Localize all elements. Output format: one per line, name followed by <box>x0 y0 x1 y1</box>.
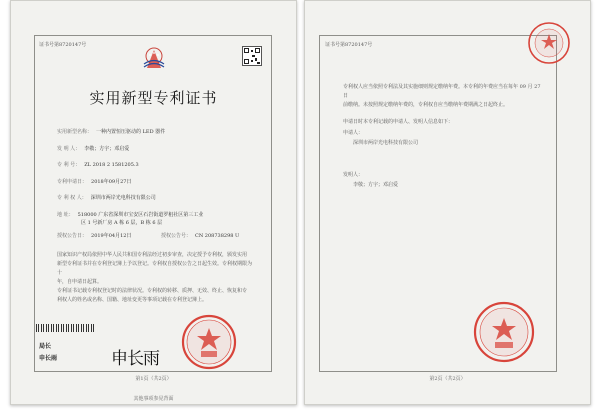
certificate-number: 证书号第8720147号 <box>39 42 87 48</box>
certificate-title: 实用新型专利证书 <box>89 89 218 107</box>
field-label: 专 利 权 人： <box>57 195 87 201</box>
patent-office-logo <box>141 46 167 74</box>
page-number: 第2页（共2页） <box>429 376 466 382</box>
field-value: 518000 广东省深圳市宝安区石岩街道罗租社区第三工业 <box>77 212 204 218</box>
field-utility-model-name <box>57 128 165 135</box>
director-name: 申长雨 <box>39 355 58 362</box>
body-line: 专利证书记载专利权登记时的法律状况。专利权的转移、质押、无效、终止、恢复和专 <box>57 288 248 294</box>
field-value: CN 208738298 U <box>195 233 240 239</box>
field-grant-number <box>161 232 239 239</box>
inventor-label: 发明人： <box>343 172 364 178</box>
body-line: 新型专利证书并在专利登记簿上予以登记。专利权自授权公告之日起生效。专利权期限为十 <box>57 261 253 276</box>
field-label: 地 址： <box>57 212 74 218</box>
field-address <box>57 211 203 218</box>
barcode <box>36 324 96 332</box>
field-label: 发 明 人： <box>57 146 81 152</box>
notice-line: 专利权人应当依照专利法及其实施细则规定缴纳年费。本专利的年费应当在每年 09 月 27 日 <box>343 84 541 99</box>
bottom-note: 其他事项参见背面 <box>133 396 174 402</box>
applicant-info-heading: 申请日时本专利记载的申请人、发明人信息如下： <box>343 119 454 125</box>
official-seal <box>181 314 237 370</box>
qr-code <box>242 46 262 66</box>
applicant-value: 深圳市两岸光电科技有限公司 <box>353 140 419 146</box>
field-inventor <box>57 145 129 152</box>
director-signature: 申长雨 <box>111 349 159 369</box>
field-value: 深圳市两岸光电科技有限公司 <box>90 195 156 201</box>
field-patentee <box>57 194 156 201</box>
field-patent-number <box>57 161 139 168</box>
field-value: 2018年09月27日 <box>91 179 132 185</box>
certificate-body-text <box>57 251 252 305</box>
body-line: 年，自申请日起算。 <box>57 279 103 285</box>
field-value: 区 1 号新厂房 A 栋 6 层，B 栋 6 层 <box>81 220 163 226</box>
field-value: ZL 2018 2 1581205.3 <box>84 162 139 168</box>
certificate-front-page <box>10 0 297 405</box>
field-label: 实用新型名称： <box>57 129 93 135</box>
certificate-back-page <box>304 0 591 405</box>
director-label: 局长 <box>39 343 52 350</box>
official-seal <box>473 301 535 363</box>
body-line: 国家知识产权局依照中华人民共和国专利法经过初步审查，决定授予专利权，颁发实用 <box>57 252 248 258</box>
field-label: 授权公告号： <box>161 233 192 239</box>
body-line: 利权人的姓名或名称、国籍、地址变更等事项记载在专利登记簿上。 <box>57 297 208 303</box>
certificate-number: 证书号第8720147号 <box>325 42 373 48</box>
field-value: 2019年04月12日 <box>91 233 132 239</box>
field-address-line2 <box>77 219 162 226</box>
notice-line: 前缴纳。未按照规定缴纳年费的，专利权自应当缴纳年费期满之日起终止。 <box>343 102 509 108</box>
field-grant-date <box>57 232 131 239</box>
field-label: 授权公告日： <box>57 233 88 239</box>
field-value: 一种内置恒压驱动的 LED 器件 <box>96 129 166 135</box>
field-label: 专 利 号： <box>57 162 81 168</box>
corner-seal <box>527 21 571 65</box>
field-value: 李敬；方宇；邓启爱 <box>84 146 130 152</box>
applicant-label: 申请人： <box>343 130 364 136</box>
field-filing-date <box>57 178 131 185</box>
inventor-value: 李敬；方宇；邓启爱 <box>353 182 399 188</box>
field-label: 专利申请日： <box>57 179 88 185</box>
annual-fee-notice <box>343 83 543 110</box>
page-number: 第1页（共2页） <box>135 376 172 382</box>
